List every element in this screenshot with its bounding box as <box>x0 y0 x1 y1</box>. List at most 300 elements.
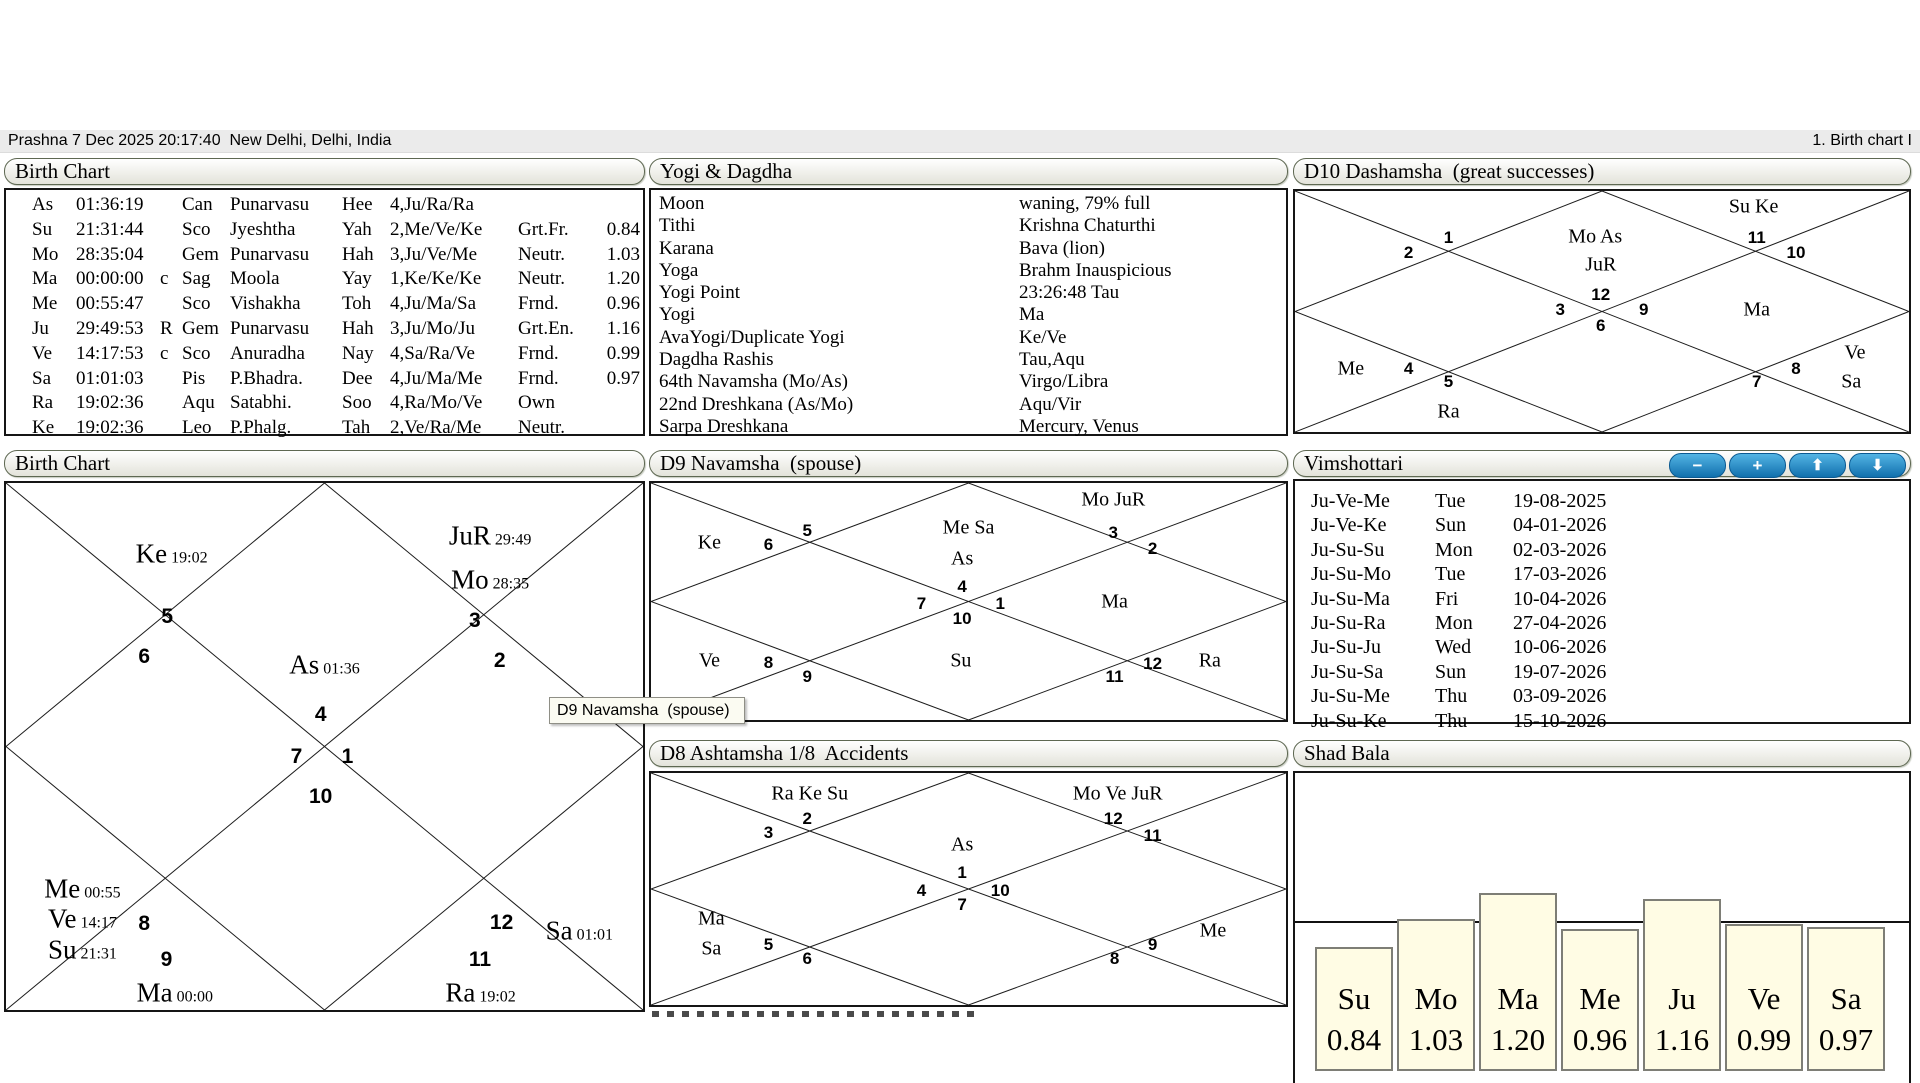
yogi-value: 23:26:48 Tau <box>1019 282 1120 304</box>
planet-row <box>6 243 643 268</box>
planet-label: Mo JuR <box>1081 488 1146 511</box>
planet-label: Me <box>1337 357 1365 380</box>
dasha-period: Ju-Su-Ra <box>1311 612 1386 635</box>
planet-label: Su 21:31 <box>47 934 117 965</box>
dasha-day: Sun <box>1435 514 1467 537</box>
dasha-row[interactable] <box>1295 709 1909 733</box>
yogi-label: Sarpa Dreshkana <box>659 415 789 437</box>
yogi-value: Brahm Inauspicious <box>1019 259 1172 281</box>
planet: Me <box>32 293 58 315</box>
yogi-label: 64th Navamsha (Mo/As) <box>659 371 848 393</box>
house-sign-number: 5 <box>161 604 173 628</box>
nakshatra: Punarvasu <box>230 317 310 339</box>
planet-row <box>6 342 643 367</box>
planet-label: Mo As <box>1568 225 1623 248</box>
planet-label: Ke 19:02 <box>135 538 208 569</box>
house-sign-number: 6 <box>802 948 812 968</box>
nakshatra: Moola <box>230 268 280 290</box>
dasha-period: Ju-Ve-Ke <box>1311 514 1387 537</box>
birth-chart-panel <box>4 450 645 1012</box>
house-sign-number: 2 <box>802 809 812 829</box>
house-sign-number: 7 <box>916 593 927 613</box>
house-sign-number: 9 <box>1147 934 1158 954</box>
motion-flag: c <box>160 268 169 290</box>
sign: Sco <box>182 218 211 240</box>
north-indian-chart-rasi[interactable] <box>6 483 643 1010</box>
dasha-row[interactable] <box>1295 635 1909 659</box>
relation: Grt.En. <box>518 317 574 339</box>
panel-title-d8[interactable] <box>649 740 1288 767</box>
house-sign-number: 1 <box>1443 228 1454 248</box>
house-sign-number: 8 <box>1791 359 1801 379</box>
yogi-row <box>659 260 1286 282</box>
pada-lords: 2,Me/Ve/Ke <box>390 218 483 240</box>
sign: Sco <box>182 342 211 364</box>
house-sign-number: 11 <box>1747 228 1766 248</box>
shadbala-panel <box>1293 740 1911 1083</box>
planet-label: Ra 19:02 <box>445 977 516 1008</box>
bar-value: 1.03 <box>1408 1022 1464 1057</box>
motion-flag <box>160 243 182 268</box>
dasha-row[interactable] <box>1295 489 1909 513</box>
house-sign-number: 7 <box>1751 371 1762 391</box>
house-sign-number: 9 <box>1639 300 1649 320</box>
house-sign-number: 1 <box>341 745 354 769</box>
strength: 0.99 <box>606 342 640 364</box>
strength <box>592 416 640 441</box>
planet-label: As 01:36 <box>289 649 360 680</box>
strength <box>592 193 640 218</box>
yogi-table <box>649 188 1288 436</box>
house-sign-number: 3 <box>468 609 481 633</box>
house-sign-number: 8 <box>138 911 151 935</box>
yogi-label: Yogi Point <box>659 282 740 304</box>
planet-label: Me <box>1199 919 1227 942</box>
north-indian-chart-d8[interactable] <box>651 773 1286 1005</box>
yogi-label: Dagdha Rashis <box>659 349 774 371</box>
planet-label: Sa 01:01 <box>545 915 614 946</box>
nakshatra: Satabhi. <box>230 392 292 414</box>
sound: Toh <box>342 293 372 315</box>
dasha-period: Ju-Su-Ke <box>1311 709 1387 732</box>
relation: Own <box>518 392 555 414</box>
house-sign-number: 5 <box>802 521 812 541</box>
pada-lords: 1,Ke/Ke/Ke <box>390 268 482 290</box>
pada-lords: 3,Ju/Mo/Ju <box>390 317 475 339</box>
dasha-row[interactable] <box>1295 538 1909 562</box>
yogi-dagdha-panel <box>649 158 1288 436</box>
yogi-row <box>659 282 1286 304</box>
panel-title-label: Birth Chart <box>15 451 111 475</box>
dasha-date: 04-01-2026 <box>1513 514 1607 537</box>
house-sign-number: 3 <box>1555 300 1565 320</box>
planet-row <box>6 193 643 218</box>
yogi-value: Virgo/Libra <box>1019 371 1109 393</box>
house-sign-number: 8 <box>763 653 774 673</box>
motion-flag <box>160 193 182 218</box>
house-sign-number: 3 <box>763 823 774 843</box>
dasha-date: 27-04-2026 <box>1513 612 1607 635</box>
bar-value: 0.84 <box>1326 1022 1382 1057</box>
planet-label: As <box>951 833 974 856</box>
planet-label: Me 00:55 <box>44 873 121 904</box>
planet-label: Ra <box>1437 400 1460 423</box>
yogi-label: Karana <box>659 237 714 259</box>
minus-button[interactable]: − <box>1669 453 1726 478</box>
relation: Neutr. <box>518 417 565 439</box>
house-sign-number: 10 <box>990 881 1010 901</box>
panel-title-label: D8 Ashtamsha 1/8 Accidents <box>660 741 909 765</box>
sound: Dee <box>342 367 373 389</box>
dasha-day: Mon <box>1435 612 1473 635</box>
yogi-value: Ma <box>1019 304 1045 326</box>
yogi-row <box>659 349 1286 371</box>
yogi-value: Aqu/Vir <box>1019 393 1082 415</box>
planet-label: Su Ke <box>1728 195 1779 218</box>
dasha-row[interactable] <box>1295 611 1909 635</box>
house-sign-number: 11 <box>1143 825 1162 845</box>
planet-row <box>6 367 643 392</box>
dasha-date: 19-07-2026 <box>1513 660 1607 683</box>
dasha-period: Ju-Ve-Me <box>1311 490 1390 512</box>
sign: Sco <box>182 293 211 315</box>
planet-label: Sa <box>701 937 722 960</box>
panel-title-label: Vimshottari <box>1304 451 1404 475</box>
sign: Pis <box>182 367 206 389</box>
shadbala-chart[interactable] <box>1293 771 1911 1083</box>
planet-label: Ma 00:00 <box>136 977 214 1008</box>
dasha-date: 03-09-2026 <box>1513 685 1607 708</box>
longitude: 29:49:53 <box>76 317 144 339</box>
bar-planet-label: Ma <box>1497 981 1539 1016</box>
planet-label: JuR 29:49 <box>448 520 532 551</box>
yogi-value: Krishna Chaturthi <box>1019 215 1156 237</box>
strength: 1.16 <box>606 317 640 339</box>
nakshatra: P.Phalg. <box>230 417 292 439</box>
nakshatra: Anuradha <box>230 342 305 364</box>
house-sign-number: 11 <box>1105 667 1124 687</box>
house-sign-number: 5 <box>1443 371 1454 391</box>
bar-planet-label: Su <box>1337 981 1371 1016</box>
house-sign-number: 4 <box>957 577 967 597</box>
sound: Hah <box>342 317 374 339</box>
yogi-row <box>659 304 1286 326</box>
panel-title-rasi[interactable] <box>4 450 645 477</box>
d10-chart[interactable] <box>1293 189 1911 434</box>
relation: Neutr. <box>518 243 565 265</box>
nakshatra: Punarvasu <box>230 194 310 215</box>
house-sign-number: 9 <box>160 948 173 972</box>
longitude: 01:01:03 <box>76 367 144 389</box>
shadbala-unit-line <box>1295 921 1909 923</box>
d10-dashamsha-panel <box>1293 158 1911 434</box>
dasha-day: Fri <box>1435 587 1459 610</box>
panel-title-vimshottari[interactable] <box>1293 450 1911 477</box>
yogi-row <box>659 371 1286 393</box>
longitude: 21:31:44 <box>76 218 144 240</box>
house-sign-number: 9 <box>802 666 812 686</box>
dasha-date: 15-10-2026 <box>1513 709 1607 732</box>
house-sign-number: 4 <box>916 881 927 901</box>
d9-navamsha-panel <box>649 450 1288 722</box>
sign: Aqu <box>182 392 215 414</box>
dasha-row[interactable] <box>1295 562 1909 586</box>
longitude: 00:00:00 <box>76 268 144 290</box>
yogi-row <box>659 193 1286 215</box>
birth-chart-table-panel <box>4 158 645 439</box>
sound: Hah <box>342 243 374 265</box>
planet-row <box>6 218 643 243</box>
planet-label: Ve <box>1844 341 1866 364</box>
panel-title-label: Shad Bala <box>1304 741 1390 765</box>
planet-label: Ma <box>1101 590 1128 612</box>
dasha-date: 10-06-2026 <box>1513 636 1607 659</box>
panel-title-label: D10 Dashamsha (great successes) <box>1304 159 1595 183</box>
sign: Leo <box>182 417 212 439</box>
dasha-date: 19-08-2025 <box>1513 490 1607 512</box>
bar-planet-label: Mo <box>1414 981 1458 1016</box>
shadbala-bar-ma <box>1479 893 1557 1071</box>
longitude: 01:36:19 <box>76 194 144 215</box>
shadbala-bar-su <box>1315 947 1393 1071</box>
strength <box>592 391 640 416</box>
planet: Mo <box>32 243 59 265</box>
d9-chart[interactable] <box>649 481 1288 722</box>
longitude: 14:17:53 <box>76 342 144 364</box>
pada-lords: 4,Sa/Ra/Ve <box>390 342 475 364</box>
nakshatra: Jyeshtha <box>230 218 296 240</box>
bar-planet-label: Ju <box>1668 981 1696 1016</box>
planet: Ke <box>32 417 55 439</box>
house-sign-number: 2 <box>1403 242 1414 262</box>
planet-label: Ve 14:17 <box>47 903 117 934</box>
panel-title-label: Birth Chart <box>15 159 111 183</box>
clipped-text-fragment <box>652 1011 982 1017</box>
status-bar <box>0 130 1920 153</box>
pada-lords: 4,Ju/Ma/Me <box>390 367 483 389</box>
bar-value: 0.97 <box>1818 1022 1874 1057</box>
pada-lords: 4,Ju/Ma/Sa <box>390 293 477 315</box>
dasha-row[interactable] <box>1295 684 1909 708</box>
planet-table <box>4 188 645 439</box>
house-sign-number: 1 <box>957 862 967 882</box>
planet-label: Me Sa <box>942 516 995 539</box>
pada-lords: 4,Ra/Mo/Ve <box>390 392 483 414</box>
yogi-row <box>659 238 1286 260</box>
dasha-row[interactable] <box>1295 660 1909 684</box>
bar-value: 0.99 <box>1736 1022 1792 1057</box>
panel-title-label: D9 Navamsha (spouse) <box>660 451 862 475</box>
house-sign-number: 10 <box>308 784 333 808</box>
house-sign-number: 11 <box>468 948 492 972</box>
house-sign-number: 6 <box>1596 315 1606 335</box>
house-sign-number: 8 <box>1109 948 1120 968</box>
motion-flag: c <box>160 342 169 364</box>
nakshatra: Punarvasu <box>230 243 310 265</box>
panel-title-yogi[interactable] <box>649 158 1288 185</box>
planet-label: Ma <box>697 907 725 930</box>
panel-title-label: Yogi & Dagdha <box>660 159 793 183</box>
longitude: 28:35:04 <box>76 243 144 265</box>
planet-label: As <box>951 547 974 570</box>
strength: 1.03 <box>606 243 640 265</box>
yogi-value: Mercury, Venus <box>1019 415 1139 437</box>
bar-planet-label: Me <box>1579 981 1621 1016</box>
panel-title-shadbala[interactable] <box>1293 740 1911 767</box>
yogi-label: AvaYogi/Duplicate Yogi <box>659 326 845 348</box>
house-sign-number: 5 <box>763 934 774 954</box>
dasha-day: Thu <box>1435 685 1468 708</box>
planet-row <box>6 391 643 416</box>
sound: Yay <box>342 268 372 290</box>
house-sign-number: 2 <box>1147 538 1158 558</box>
yogi-label: Yogi <box>659 304 696 326</box>
up-button[interactable]: ⬆ <box>1789 453 1846 478</box>
motion-flag: R <box>160 317 173 339</box>
dasha-date: 17-03-2026 <box>1513 563 1607 586</box>
north-indian-chart-d9[interactable] <box>651 483 1286 720</box>
shadbala-bar-sa <box>1807 927 1885 1071</box>
planet-label: Ke <box>697 531 722 554</box>
yogi-value: waning, 79% full <box>1019 193 1151 214</box>
bar-value: 0.96 <box>1572 1022 1628 1057</box>
yogi-value: Bava (lion) <box>1019 237 1106 259</box>
shadbala-bar-mo <box>1397 919 1475 1071</box>
yogi-row <box>659 215 1286 237</box>
dasha-period: Ju-Su-Mo <box>1311 563 1392 586</box>
yogi-label: Yoga <box>659 259 699 281</box>
tooltip-d9-navamsha <box>549 697 745 724</box>
dasha-day: Wed <box>1435 636 1472 659</box>
bar-planet-label: Ve <box>1747 981 1781 1016</box>
sign: Gem <box>182 317 219 339</box>
planet-label: Ra Ke Su <box>771 782 849 805</box>
dasha-date: 02-03-2026 <box>1513 538 1607 561</box>
sign: Sag <box>182 268 211 290</box>
yogi-value: Tau,Aqu <box>1019 349 1085 371</box>
motion-flag <box>160 218 182 243</box>
bar-planet-label: Sa <box>1830 981 1862 1016</box>
sound: Soo <box>342 392 372 414</box>
planet-row <box>6 267 643 292</box>
planet: Sa <box>32 367 51 389</box>
dasha-period: Ju-Su-Me <box>1311 685 1390 708</box>
strength: 1.20 <box>606 268 640 290</box>
relation: Grt.Fr. <box>518 218 569 240</box>
planet-label: Sa <box>1841 370 1862 393</box>
house-sign-number: 12 <box>1591 285 1611 305</box>
shadbala-bar-ve <box>1725 924 1803 1071</box>
house-sign-number: 3 <box>1108 522 1118 542</box>
relation: Neutr. <box>518 268 565 290</box>
panel-title-birth-table[interactable] <box>4 158 645 185</box>
dasha-row[interactable] <box>1295 513 1909 537</box>
planet-label: Mo Ve JuR <box>1072 782 1163 805</box>
house-sign-number: 12 <box>1143 653 1163 673</box>
longitude: 00:55:47 <box>76 293 144 315</box>
strength: 0.97 <box>606 367 640 389</box>
down-button[interactable]: ⬇ <box>1849 453 1906 478</box>
motion-flag <box>160 292 182 317</box>
house-sign-number: 1 <box>995 593 1005 613</box>
planet: Su <box>32 218 53 240</box>
sound: Tah <box>342 417 371 439</box>
yogi-row <box>659 327 1286 349</box>
chart-selector-label[interactable]: 1. Birth chart I <box>1812 132 1912 149</box>
sign: Can <box>182 194 213 215</box>
planet: As <box>32 194 54 215</box>
house-sign-number: 4 <box>314 702 327 726</box>
planet-label: Su <box>950 649 972 672</box>
rasi-chart[interactable] <box>4 481 645 1012</box>
dasha-period: Ju-Su-Ju <box>1311 636 1382 659</box>
planet-label: Mo 28:35 <box>451 564 530 595</box>
yogi-row <box>659 416 1286 438</box>
house-sign-number: 7 <box>290 745 303 769</box>
dasha-day: Sun <box>1435 660 1467 683</box>
dasha-day: Tue <box>1435 490 1466 512</box>
strength: 0.96 <box>606 293 640 315</box>
house-sign-number: 10 <box>952 608 972 628</box>
panel-title-d10[interactable] <box>1293 158 1911 185</box>
planet: Ju <box>32 317 49 339</box>
house-sign-number: 6 <box>763 534 774 554</box>
house-sign-number: 10 <box>1786 242 1806 262</box>
motion-flag <box>160 367 182 392</box>
planet-label: JuR <box>1585 253 1617 276</box>
sound: Nay <box>342 342 374 364</box>
planet-label: Ma <box>1743 298 1771 321</box>
yogi-label: Tithi <box>659 215 696 237</box>
relation: Frnd. <box>518 367 559 389</box>
tooltip-text: D9 Navamsha (spouse) <box>557 701 730 719</box>
shadbala-bar-me <box>1561 929 1639 1071</box>
yogi-label: Moon <box>659 193 705 214</box>
shadbala-bar-ju <box>1643 899 1721 1071</box>
planet: Ma <box>32 268 58 290</box>
bar-value: 1.20 <box>1490 1022 1546 1057</box>
relation: Frnd. <box>518 342 559 364</box>
house-sign-number: 7 <box>957 895 967 915</box>
dasha-date: 10-04-2026 <box>1513 587 1607 610</box>
yogi-label: 22nd Dreshkana (As/Mo) <box>659 393 854 415</box>
vimshottari-list <box>1293 479 1911 732</box>
chart-datetime-location: Prashna 7 Dec 2025 20:17:40 New Delhi, Delhi, India <box>8 132 392 149</box>
dasha-row[interactable] <box>1295 587 1909 611</box>
strength: 0.84 <box>606 218 640 240</box>
planet: Ve <box>32 342 53 364</box>
yogi-row <box>659 394 1286 416</box>
bar-value: 1.16 <box>1654 1022 1710 1057</box>
d8-chart[interactable] <box>649 771 1288 1007</box>
dasha-day: Thu <box>1435 709 1468 732</box>
house-sign-number: 4 <box>1403 359 1414 379</box>
plus-button[interactable]: + <box>1729 453 1786 478</box>
sign: Gem <box>182 243 219 265</box>
longitude: 19:02:36 <box>76 392 144 414</box>
house-sign-number: 12 <box>1103 809 1123 829</box>
vimshottari-panel <box>1293 450 1911 732</box>
dasha-period: Ju-Su-Sa <box>1311 660 1384 683</box>
planet-label: Ve <box>698 649 720 672</box>
motion-flag <box>160 416 182 441</box>
pada-lords: 3,Ju/Ve/Me <box>390 243 478 265</box>
north-indian-chart-d10[interactable] <box>1295 191 1909 432</box>
panel-title-d9[interactable] <box>649 450 1288 477</box>
sound: Hee <box>342 194 373 215</box>
house-sign-number: 12 <box>489 910 514 934</box>
nakshatra: Vishakha <box>230 293 301 315</box>
